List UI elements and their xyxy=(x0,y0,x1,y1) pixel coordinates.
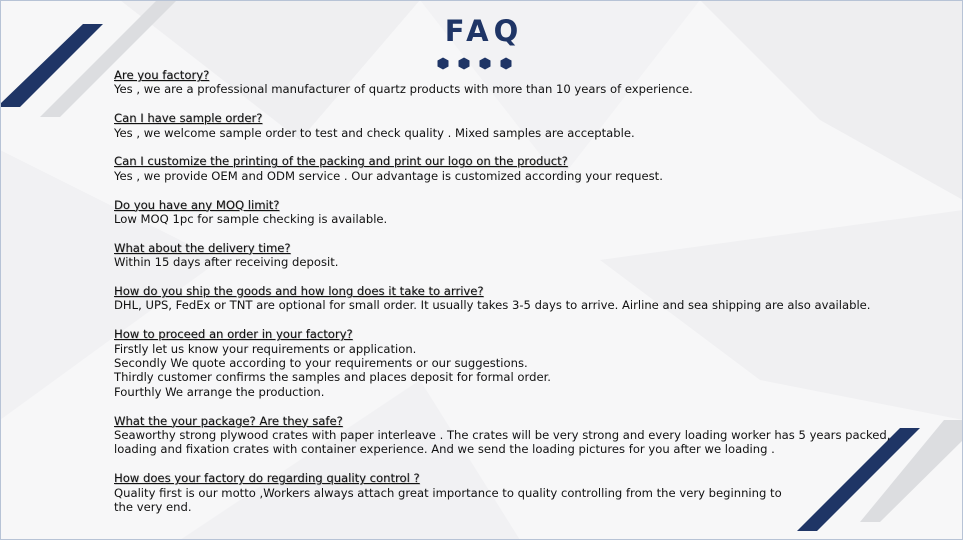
faq-answer: Yes , we provide OEM and ODM service . Our advantage is customized according your request. xyxy=(114,168,663,183)
faq-question: Can I have sample order? xyxy=(114,111,263,126)
faq-item xyxy=(114,241,914,270)
faq-item xyxy=(114,327,914,399)
faq-question: Are you factory? xyxy=(114,68,210,82)
faq-item xyxy=(114,68,914,97)
faq-item xyxy=(114,471,914,514)
faq-answer: Yes , we are a professional manufacturer of quartz products with more than 10 years of experience. xyxy=(114,82,693,97)
faq-question: Do you have any MOQ limit? xyxy=(114,197,280,212)
page-title: FAQ xyxy=(444,14,524,48)
faq-answer: Firstly let us know your requirements or application. Secondly We quote according to your requirements or our suggestions. Thirdly customer confirms the samples and places deposit for formal order. Fourthly We arrange the production. xyxy=(114,341,551,399)
faq-list xyxy=(114,68,914,529)
faq-item xyxy=(114,414,914,457)
faq-question: Can I customize the printing of the packing and print our logo on the product? xyxy=(114,154,568,169)
faq-answer: Quality first is our motto ,Workers always attach great importance to quality controlling from the very beginning to the very end. xyxy=(114,485,782,515)
faq-answer: DHL, UPS, FedEx or TNT are optional for small order. It usually takes 3-5 days to arrive. Airline and sea shipping are also available. xyxy=(114,298,871,313)
faq-question: What about the delivery time? xyxy=(114,240,291,255)
faq-item xyxy=(114,111,914,140)
faq-item xyxy=(114,284,914,313)
faq-answer: Seaworthy strong plywood crates with paper interleave . The crates will be very strong and every loading worker has 5 years packed, loading and fixation crates with container experience. And we send the loading pictures for you after we loading . xyxy=(114,428,891,457)
faq-item xyxy=(114,198,914,227)
faq-answer: Yes , we welcome sample order to test and check quality . Mixed samples are acceptable. xyxy=(114,125,635,140)
faq-question: What the your package? Are they safe? xyxy=(114,413,343,428)
faq-question: How do you ship the goods and how long does it take to arrive? xyxy=(114,284,484,299)
faq-answer: Within 15 days after receiving deposit. xyxy=(114,255,339,270)
faq-item xyxy=(114,154,914,183)
faq-question: How to proceed an order in your factory? xyxy=(114,327,353,342)
faq-question: How does your factory do regarding quality control ? xyxy=(114,471,420,486)
faq-answer: Low MOQ 1pc for sample checking is available. xyxy=(114,212,388,227)
